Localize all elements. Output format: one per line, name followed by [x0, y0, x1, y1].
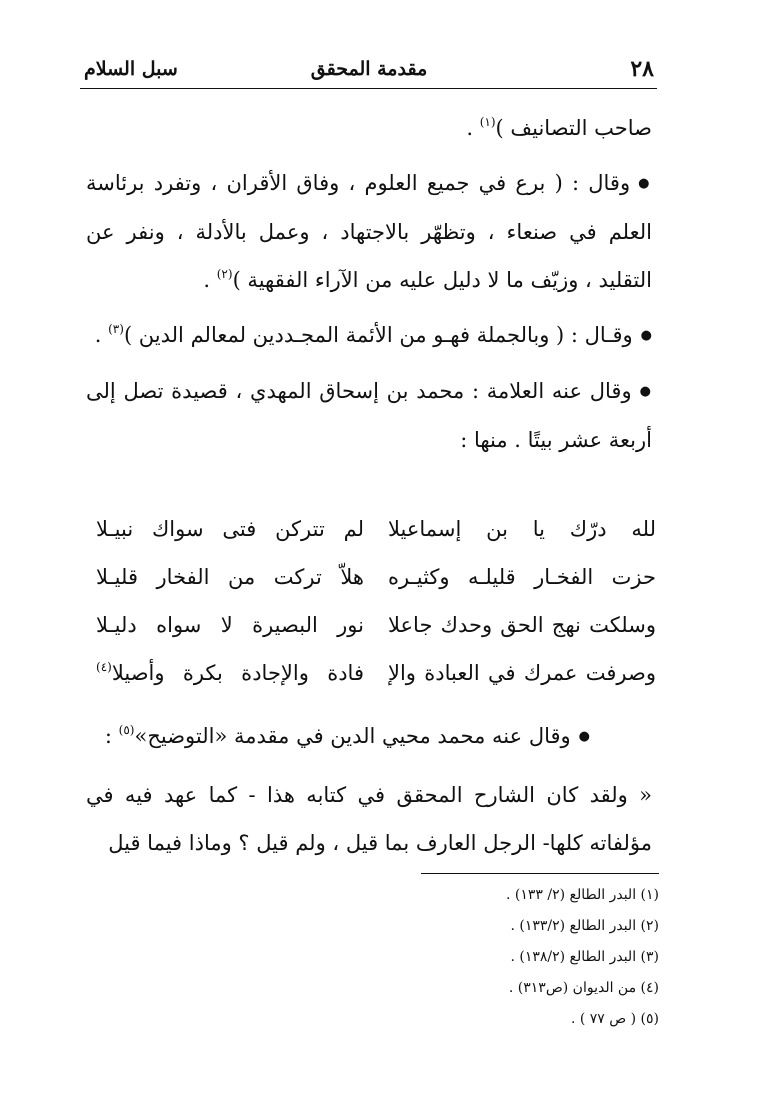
- paragraph-2-text: وقال : ( برع في جميع العلوم ، وفاق الأقران ، وتفرد برئاسة العلم في صنعاء ، وتظهّر بالاجتهاد ، وعمل بالأدلة ، ونفر عن التقليد ، وزيّف ما لا دليل عليه من الآراء الفقهية ): [86, 171, 652, 292]
- footnote-5: (٥) ( ص ٧٧ ) .: [570, 1011, 659, 1027]
- bullet-marker: [571, 724, 590, 748]
- poem-verse: [96, 601, 656, 649]
- paragraph-4: [86, 367, 652, 464]
- paragraph-2-tail: .: [203, 268, 217, 292]
- footnote-2: (٢) البدر الطالع (١٣٣/٢) .: [510, 918, 659, 934]
- paragraph-2: [86, 159, 652, 304]
- poem: [96, 505, 656, 697]
- paragraph-1: [86, 104, 652, 152]
- quote-intro-tail: :: [104, 724, 119, 748]
- running-header: [84, 54, 654, 88]
- footnote-ref-2: (٢): [216, 267, 233, 281]
- footnote-ref-4: (٤): [96, 660, 112, 674]
- section-title: مقدمة المحقق: [310, 58, 428, 80]
- verse-second-hemistich: نور البصيرة لا سواه دليـلا: [96, 613, 364, 637]
- verse-second-hemistich: هلاّ تركت من الفخار قليـلا: [96, 565, 364, 589]
- quote-intro-text: وقال عنه محمد محيي الدين في مقدمة «التوضيح»: [134, 724, 571, 748]
- verse-second-hemistich: [96, 649, 364, 697]
- poem-verse: [96, 649, 656, 697]
- paragraph-4-text: وقال عنه العلامة : محمد بن إسحاق المهدي ، قصيدة تصل إلى أربعة عشر بيتًا . منها :: [86, 379, 652, 452]
- paragraph-3-text: وقـال : ( وبالجملة فهـو من الأئمة المجـددين لمعالم الدين ): [123, 323, 633, 347]
- poem-verse: [96, 505, 656, 553]
- verse-first-hemistich: وسلكت نهج الحق وحدك جاعلا: [388, 613, 656, 637]
- paragraph-3: [86, 311, 652, 360]
- main-text: [86, 104, 652, 464]
- footnote-4: (٤) من الديوان (ص٣١٣) .: [508, 980, 659, 996]
- footnote-1: (١) البدر الطالع (٢/ ١٣٣) .: [505, 887, 659, 903]
- verse-first-hemistich: حزت الفخـار قليلـه وكثيـره: [388, 565, 656, 589]
- page-number: ٢٨: [630, 56, 654, 82]
- verse-first-hemistich: وصرفت عمرك في العبادة والإ: [388, 661, 656, 685]
- book-title: سبل السلام: [84, 58, 178, 80]
- footnote-ref-3: (٣): [108, 322, 124, 336]
- poem-verse: [96, 553, 656, 601]
- footnote-rule: [421, 873, 659, 874]
- footnote-ref-1: (١): [479, 115, 496, 129]
- paragraph-1-text: صاحب التصانيف ): [495, 116, 652, 140]
- paragraph-3-tail: .: [94, 323, 109, 347]
- verse-first-hemistich: لله درّك يا بن إسماعيلا: [388, 517, 656, 541]
- quote-intro: [86, 712, 652, 761]
- header-rule: [80, 88, 657, 89]
- footnote-ref-5: (٥): [118, 723, 135, 737]
- verse-second-hemistich-text: فادة والإجادة بكرة وأصيلا: [111, 661, 364, 685]
- after-poem-text: [86, 712, 652, 867]
- paragraph-1-tail: .: [466, 116, 480, 140]
- footnotes: [259, 880, 659, 1035]
- verse-second-hemistich: لم تتركن فتى سواك نبيـلا: [96, 517, 364, 541]
- quote-text: « ولقد كان الشارح المحقق في كتابه هذا - كما عهد فيه في مؤلفاته كلها- الرجل العارف بما قيل ، ولم قيل ؟ وماذا فيما قيل: [86, 783, 652, 855]
- footnote-3: (٣) البدر الطالع (١٣٨/٢) .: [510, 949, 659, 965]
